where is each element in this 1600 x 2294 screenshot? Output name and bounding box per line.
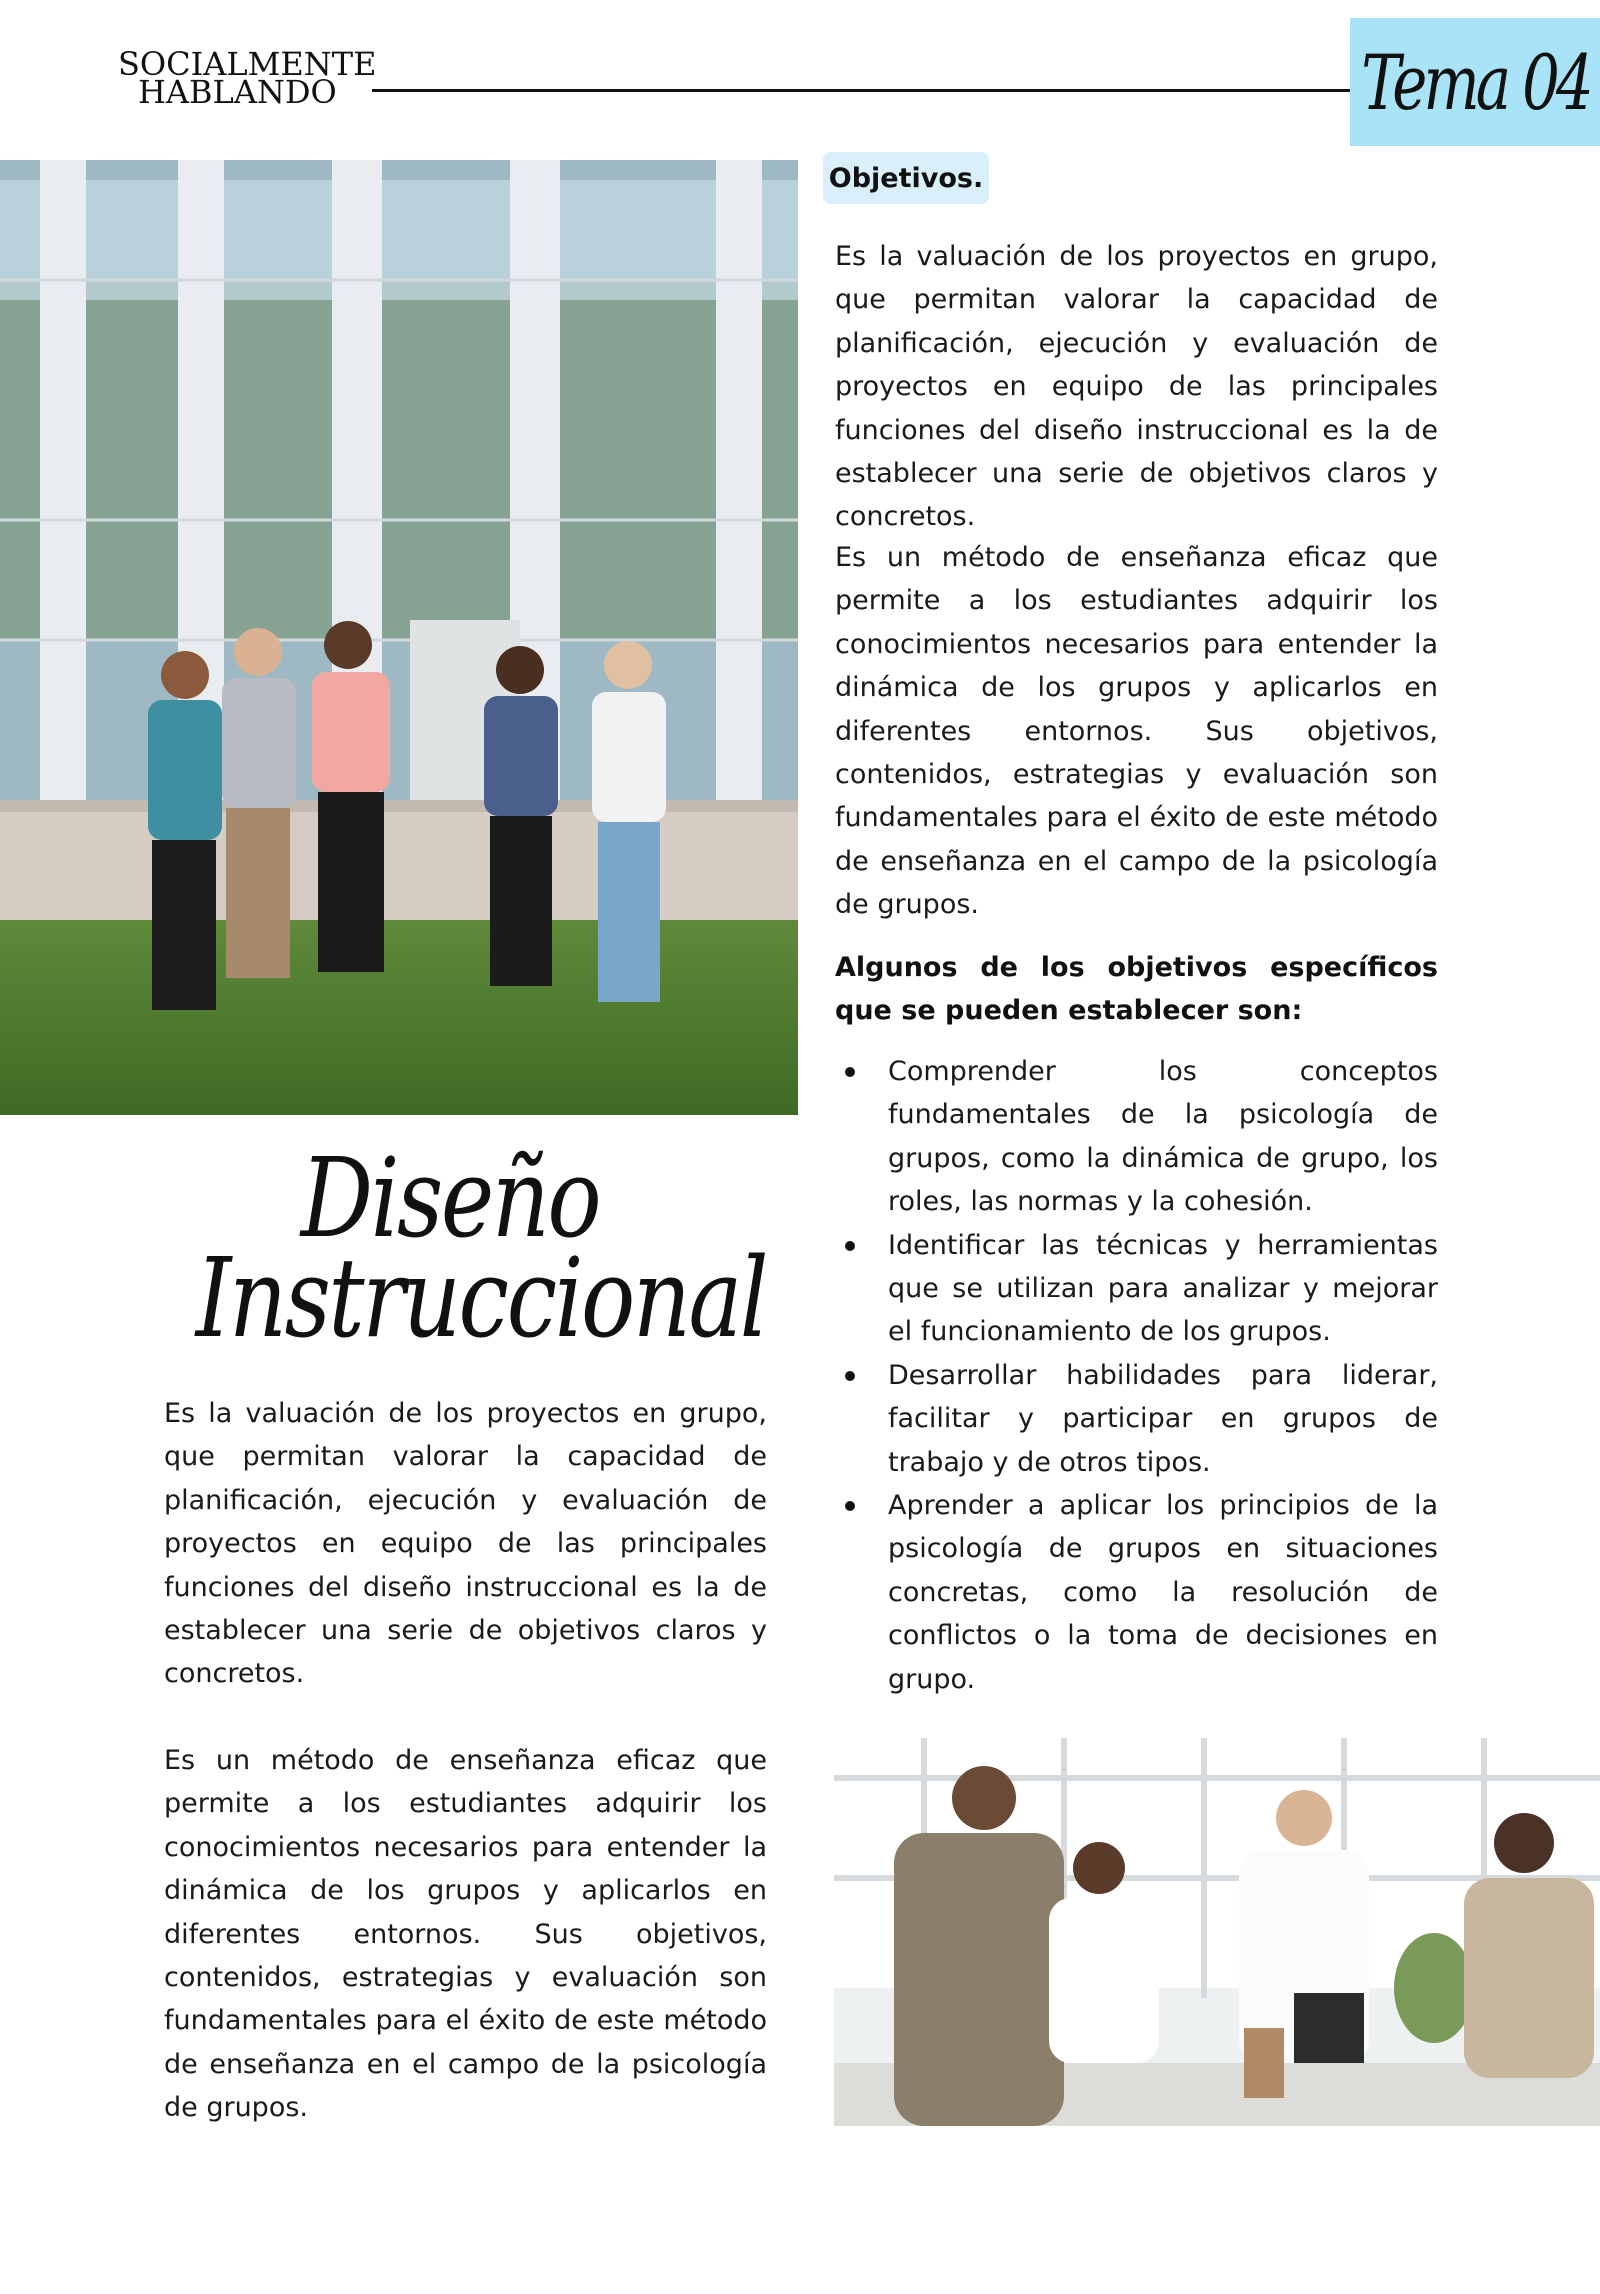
feature-paragraph-1: Es la valuación de los proyectos en grupo, que permitan valorar la capacidad de planificación, ejecución y evaluación de proyectos en equipo de las principales funciones del diseño instruccional es la de establecer una serie de objetivos claros y concretos. (164, 1398, 767, 1690)
students-photo (0, 160, 798, 1115)
list-item (835, 1224, 1438, 1354)
list-item (835, 1050, 1438, 1224)
list-item-text: Desarrollar habilidades para liderar, facilitar y participar en grupos de trabajo y de otros tipos. (888, 1359, 1438, 1478)
list-item-text: Comprender los conceptos fundamentales de la psicología de grupos, como la dinámica de grupo, los roles, las normas y la cohesión. (888, 1056, 1438, 1218)
bullet-icon (845, 1241, 855, 1251)
brand-line-2: HABLANDO (138, 73, 337, 111)
workshop-photo (834, 1738, 1600, 2126)
list-item-text: Aprender a aplicar los principios de la psicología de grupos en situaciones concretas, como la resolución de conflictos o la toma de decisiones en grupo. (888, 1490, 1438, 1695)
bullet-icon (845, 1067, 855, 1077)
brand-logo (118, 45, 377, 111)
header-rule (372, 89, 1350, 92)
feature-title (140, 1134, 767, 1362)
objectives-badge: Objetivos. (823, 152, 989, 204)
feature-title-line-2: Instruccional (195, 1234, 767, 1362)
feature-paragraph-2: Es un método de enseñanza eficaz que permite a los estudiantes adquirir los conocimientos necesarios para entender la dinámica de los grupos y aplicarlos en diferentes entornos. Sus objetivos, contenidos, estrategias y evaluación son fundamentales para el éxito de este método de enseñanza en el campo de la psicología de grupos. (164, 1745, 767, 2124)
bullet-icon (845, 1501, 855, 1511)
list-item (835, 1484, 1438, 1701)
bullet-icon (845, 1371, 855, 1381)
brand-line-1: SOCIALMENTE (118, 45, 377, 83)
feature-title-line-1: Diseño (300, 1134, 600, 1262)
tema-label: Tema 04 (1360, 37, 1590, 127)
objectives-paragraph-2: Es un método de enseñanza eficaz que permite a los estudiantes adquirir los conocimientos necesarios para entender la dinámica de los grupos y aplicarlos en diferentes entornos. Sus objetivos, contenidos, estrategias y evaluación son fundamentales para el éxito de este método de enseñanza en el campo de la psicología de grupos. (835, 542, 1438, 921)
objectives-paragraph-1: Es la valuación de los proyectos en grupo, que permitan valorar la capacidad de planificación, ejecución y evaluación de proyectos en equipo de las principales funciones del diseño instruccional es la de establecer una serie de objetivos claros y concretos. (835, 241, 1438, 533)
list-item-text: Identificar las técnicas y herramientas que se utilizan para analizar y mejorar el funcionamiento de los grupos. (888, 1229, 1438, 1348)
objectives-subheading: Algunos de los objetivos específicos que se pueden establecer son: (835, 952, 1438, 1027)
objectives-list (835, 1050, 1438, 1701)
tema-badge (1350, 18, 1600, 146)
list-item (835, 1354, 1438, 1484)
